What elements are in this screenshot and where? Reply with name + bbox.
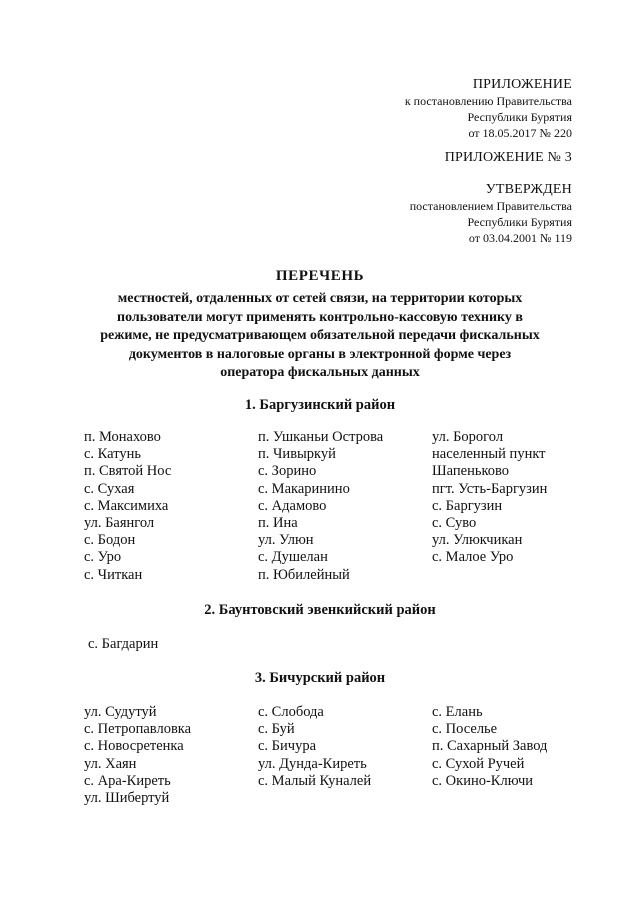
section-heading-bichursky: 3. Бичурский район: [254, 670, 386, 686]
locality-item: ул. Шибертуй: [84, 790, 170, 807]
approved-line: постановлением Правительства: [409, 199, 572, 213]
locality-item: с. Окино-Ключи: [432, 772, 534, 789]
locality-item: с. Малое Уро: [432, 549, 514, 566]
locality-item: с. Суво: [432, 515, 477, 532]
locality-column: [432, 429, 547, 567]
approved-title: УТВЕРЖДЕН: [485, 182, 572, 197]
locality-item: с. Буй: [258, 721, 295, 738]
locality-item: ул. Улюкчикан: [432, 532, 523, 549]
subtitle-line: режиме, не предусматривающем обязательной передачи фискальных: [100, 328, 540, 343]
locality-item: п. Сахарный Завод: [432, 738, 548, 755]
locality-item: п. Юбилейный: [258, 566, 350, 583]
locality-item: с. Сухой Ручей: [432, 755, 525, 772]
approved-line: от 03.04.2001 № 119: [468, 231, 572, 245]
locality-column: [258, 429, 383, 584]
approved-line: Республики Бурятия: [467, 215, 572, 229]
locality-item: с. Душелан: [258, 549, 328, 566]
locality-item: с. Зорино: [258, 463, 317, 480]
locality-item: с. Бичура: [258, 738, 316, 755]
locality-item: ул. Хаян: [84, 755, 137, 772]
locality-item: п. Ушканьи Острова: [258, 429, 384, 445]
locality-column: [84, 429, 171, 584]
subtitle-line: оператора фискальных данных: [220, 365, 420, 380]
locality-item: с. Бодон: [84, 532, 136, 549]
locality-item: с. Баргузин: [432, 497, 503, 514]
locality-item: ул. Судутуй: [84, 704, 157, 720]
locality-column: [84, 704, 191, 807]
locality-item: с. Максимиха: [84, 497, 169, 514]
locality-item: ул. Дунда-Киреть: [258, 755, 367, 772]
appendix3-header: [445, 150, 572, 166]
appendix3-title: ПРИЛОЖЕНИЕ № 3: [444, 150, 572, 165]
locality-item: с. Слобода: [258, 704, 324, 720]
section-heading-barguzinsky: 1. Баргузинский район: [244, 397, 396, 413]
approved-header: [410, 182, 572, 246]
locality-column: [88, 636, 158, 653]
locality-item: с. Адамово: [258, 497, 327, 514]
locality-item: с. Макаринино: [258, 480, 350, 497]
locality-item: Шапеньково: [432, 463, 509, 480]
locality-item: с. Читкан: [84, 566, 143, 583]
locality-item: ул. Борогол: [432, 429, 504, 445]
locality-item: п. Монахово: [84, 429, 161, 445]
locality-item: с. Ара-Киреть: [84, 772, 171, 789]
locality-column: [432, 704, 547, 790]
locality-item: населенный пункт: [432, 446, 546, 463]
appendix-line: Республики Бурятия: [467, 110, 572, 124]
appendix-header: [405, 77, 572, 141]
locality-item: ул. Улюн: [258, 532, 314, 549]
locality-item: п. Чивыркуй: [258, 446, 336, 463]
locality-item: с. Катунь: [84, 446, 141, 463]
subtitle-line: пользователи могут применять контрольно-кассовую технику в: [117, 309, 523, 325]
appendix-line: от 18.05.2017 № 220: [468, 126, 572, 140]
locality-item: пгт. Усть-Баргузин: [432, 480, 548, 497]
appendix-title: ПРИЛОЖЕНИЕ: [472, 77, 572, 92]
document-title: ПЕРЕЧЕНЬ: [275, 268, 365, 284]
subtitle-line: документов в налоговые органы в электронной форме через: [128, 346, 512, 362]
locality-item: п. Святой Нос: [84, 463, 172, 480]
section-heading-bauntovsky: 2. Баунтовский эвенкийский район: [204, 602, 436, 618]
locality-item: с. Поселье: [432, 721, 498, 738]
locality-item: с. Багдарин: [88, 636, 159, 652]
locality-item: с. Елань: [432, 704, 483, 720]
locality-item: с. Малый Куналей: [258, 772, 372, 789]
locality-item: с. Петропавловка: [84, 721, 192, 738]
locality-item: п. Ина: [258, 515, 298, 532]
locality-item: с. Сухая: [84, 480, 135, 497]
locality-item: ул. Баянгол: [84, 515, 155, 532]
subtitle-line: местностей, отдаленных от сетей связи, на территории которых: [117, 291, 523, 306]
document-subtitle: [90, 290, 550, 383]
locality-item: с. Новосретенка: [84, 738, 184, 755]
locality-item: с. Уро: [84, 549, 122, 566]
appendix-line: к постановлению Правительства: [404, 94, 572, 108]
locality-column: [258, 704, 371, 790]
